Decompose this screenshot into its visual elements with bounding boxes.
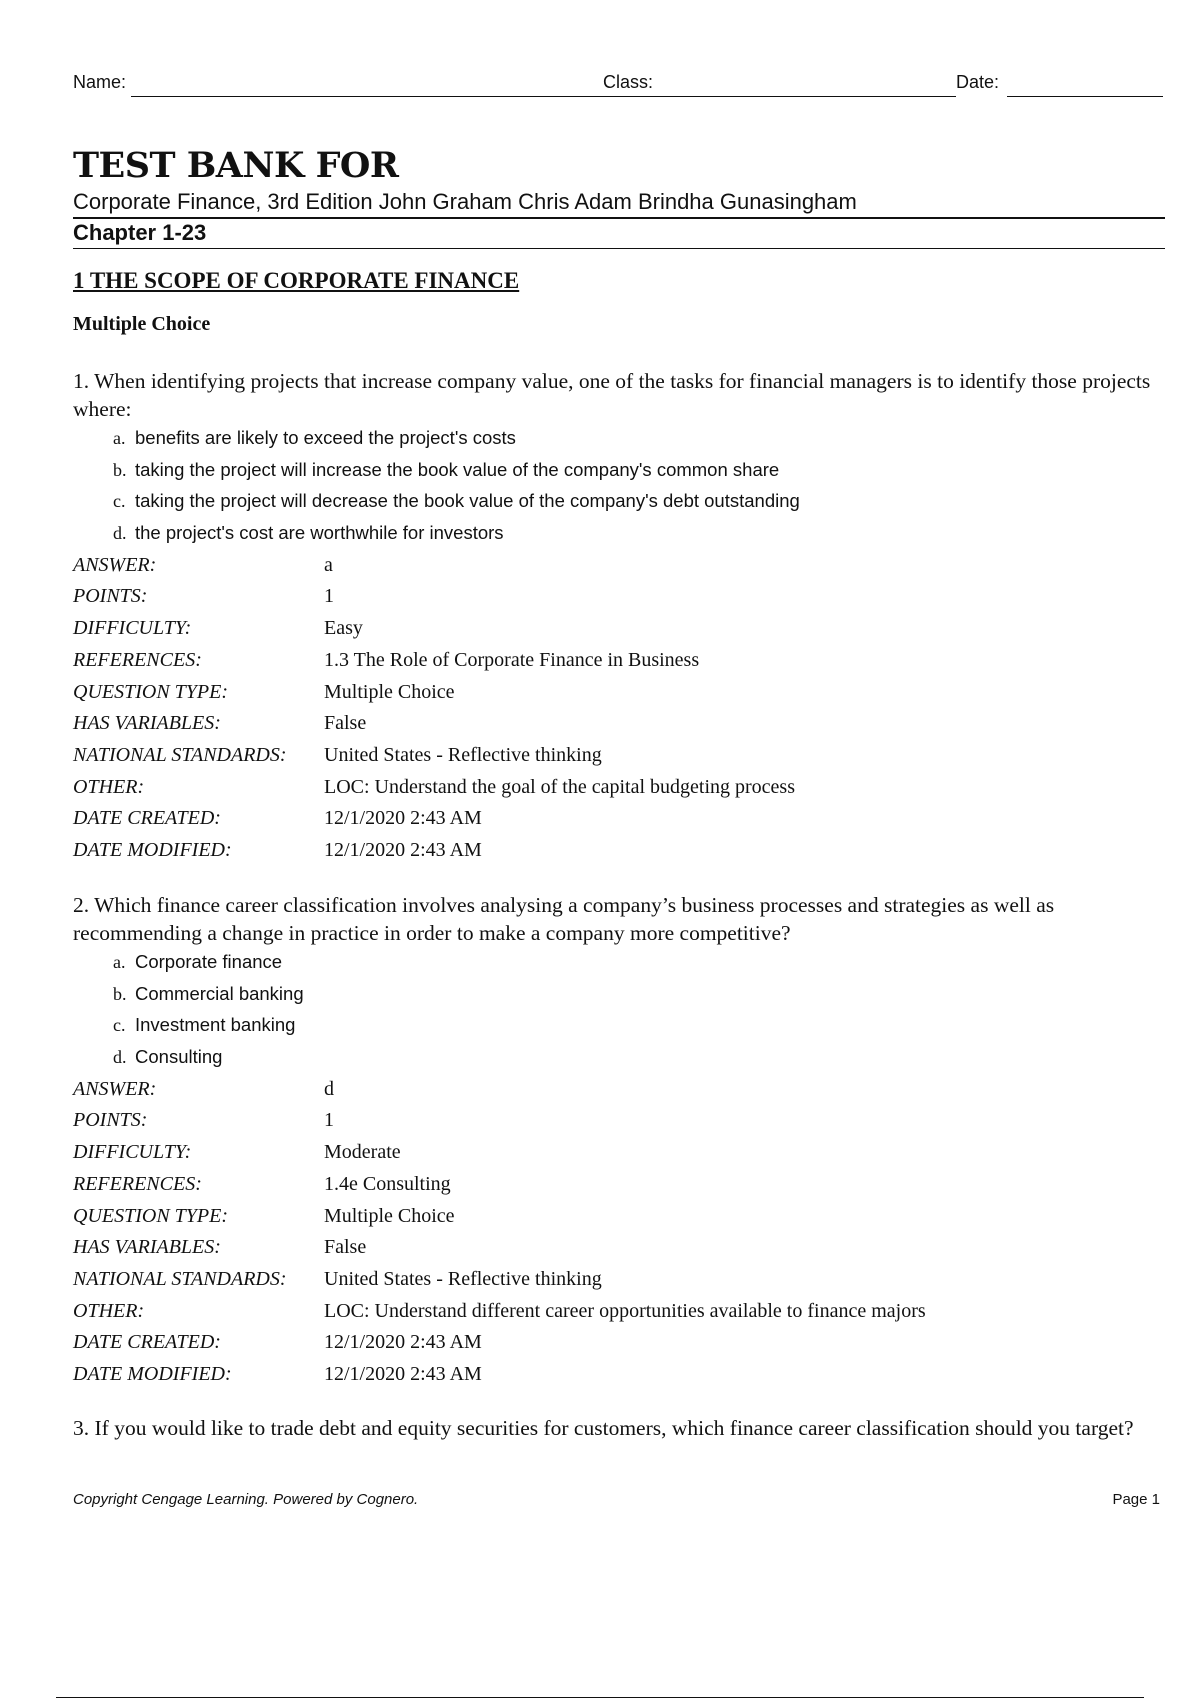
meta-label: DATE MODIFIED: <box>73 1362 232 1385</box>
meta-difficulty <box>73 613 1165 645</box>
option-text: benefits are likely to exceed the project's costs <box>135 427 516 448</box>
class-field-line[interactable] <box>661 96 956 97</box>
meta-label: REFERENCES: <box>73 648 202 671</box>
option-letter: b. <box>113 459 127 480</box>
meta-value: 1 <box>324 1109 334 1132</box>
meta-value: 1.4e Consulting <box>324 1172 451 1195</box>
meta-value: 12/1/2020 2:43 AM <box>324 807 482 830</box>
document-subtitle: Corporate Finance, 3rd Edition John Graham Chris Adam Brindha Gunasingham <box>73 189 857 214</box>
option-text: taking the project will increase the book value of the company's common share <box>135 458 780 480</box>
meta-national-standards <box>73 740 1165 772</box>
question-text: 3. If you would like to trade debt and equity securities for customers, which finance career classification should you target? <box>73 1416 1134 1440</box>
chapter-label: Chapter 1-23 <box>73 220 207 245</box>
question-text: 2. Which finance career classification involves analysing a company’s business processes and strategies as well as recommending a change in practice in order to make a company more competitive? <box>73 893 1055 945</box>
meta-date-created <box>73 803 1165 835</box>
meta-label: NATIONAL STANDARDS: <box>73 1267 287 1290</box>
meta-value: Multiple Choice <box>324 1204 455 1227</box>
meta-label: OTHER: <box>73 1299 145 1322</box>
section-subtitle: Multiple Choice <box>73 313 211 335</box>
meta-value: LOC: Understand different career opportunities available to finance majors <box>324 1299 926 1322</box>
option-letter: c. <box>113 491 126 512</box>
page-number: Page 1 <box>1112 1491 1160 1508</box>
meta-label: REFERENCES: <box>73 1172 202 1195</box>
class-label: Class: <box>603 72 654 92</box>
meta-question-type <box>73 677 1165 709</box>
option-d <box>113 1042 1165 1074</box>
option-letter: a. <box>113 952 126 972</box>
question-metadata <box>73 1074 1165 1391</box>
option-letter: a. <box>113 428 126 448</box>
option-c <box>113 486 1165 518</box>
meta-label: DIFFICULTY: <box>73 1141 192 1164</box>
meta-label: HAS VARIABLES: <box>73 712 221 735</box>
option-d <box>113 518 1165 550</box>
option-text: Investment banking <box>135 1014 296 1036</box>
meta-value: False <box>324 1236 367 1259</box>
meta-label: DATE MODIFIED: <box>73 838 232 861</box>
meta-references <box>73 1169 1165 1201</box>
document-title: TEST BANK FOR <box>73 145 399 186</box>
answer-options <box>73 947 1165 1074</box>
option-c <box>113 1010 1165 1042</box>
meta-value: 12/1/2020 2:43 AM <box>324 838 482 861</box>
page-bottom-rule <box>56 1697 1144 1698</box>
meta-difficulty <box>73 1137 1165 1169</box>
meta-date-modified <box>73 835 1165 867</box>
meta-points <box>73 1105 1165 1137</box>
option-letter: d. <box>113 523 127 544</box>
option-text: the project's cost are worthwhile for investors <box>135 522 504 544</box>
meta-question-type <box>73 1201 1165 1233</box>
section-title: 1 THE SCOPE OF CORPORATE FINANCE <box>73 268 520 293</box>
meta-value: 12/1/2020 2:43 AM <box>324 1331 482 1354</box>
meta-value: United States - Reflective thinking <box>324 743 602 766</box>
option-text: Consulting <box>135 1046 223 1068</box>
question-text: 1. When identifying projects that increase company value, one of the tasks for financial managers is to identify those projects where: <box>73 369 1151 421</box>
meta-value: d <box>324 1077 334 1100</box>
meta-label: OTHER: <box>73 775 145 798</box>
option-letter: c. <box>113 1015 126 1036</box>
student-info-header <box>73 72 1163 102</box>
meta-label: NATIONAL STANDARDS: <box>73 743 287 766</box>
name-label: Name: <box>73 72 127 92</box>
meta-date-created <box>73 1327 1165 1359</box>
meta-label: ANSWER: <box>73 1077 157 1100</box>
meta-value: LOC: Understand the goal of the capital budgeting process <box>324 775 795 798</box>
meta-value: 12/1/2020 2:43 AM <box>324 1362 482 1385</box>
question-3 <box>73 1414 1165 1442</box>
meta-label: HAS VARIABLES: <box>73 1236 221 1259</box>
meta-other <box>73 772 1165 804</box>
meta-value: United States - Reflective thinking <box>324 1267 602 1290</box>
meta-label: QUESTION TYPE: <box>73 1204 229 1227</box>
meta-other <box>73 1296 1165 1328</box>
option-b <box>113 979 1165 1011</box>
meta-label: QUESTION TYPE: <box>73 680 229 703</box>
answer-options <box>73 423 1165 550</box>
name-field-line[interactable] <box>131 96 671 97</box>
date-label: Date: <box>956 72 1000 92</box>
meta-label: ANSWER: <box>73 553 157 576</box>
meta-label: DIFFICULTY: <box>73 617 192 640</box>
option-a <box>113 423 1165 455</box>
option-b <box>113 455 1165 487</box>
option-text: taking the project will decrease the book value of the company's debt outstanding <box>135 490 800 512</box>
date-field-line[interactable] <box>1007 96 1163 97</box>
meta-value: Moderate <box>324 1141 401 1164</box>
copyright-notice: Copyright Cengage Learning. Powered by Cognero. <box>73 1491 419 1508</box>
meta-points <box>73 581 1165 613</box>
meta-value: Multiple Choice <box>324 680 455 703</box>
meta-label: DATE CREATED: <box>73 807 221 830</box>
meta-national-standards <box>73 1264 1165 1296</box>
option-letter: b. <box>113 983 127 1004</box>
meta-references <box>73 645 1165 677</box>
meta-value: False <box>324 712 367 735</box>
meta-value: 1 <box>324 585 334 608</box>
question-metadata <box>73 550 1165 867</box>
option-text: Corporate finance <box>135 951 283 972</box>
meta-label: POINTS: <box>73 585 148 608</box>
meta-answer <box>73 1074 1165 1106</box>
meta-value: a <box>324 553 333 576</box>
title-divider <box>73 217 1165 219</box>
option-letter: d. <box>113 1047 127 1068</box>
meta-label: DATE CREATED: <box>73 1331 221 1354</box>
meta-answer <box>73 550 1165 582</box>
chapter-divider <box>73 248 1165 249</box>
meta-date-modified <box>73 1359 1165 1391</box>
question-1 <box>73 367 1165 867</box>
meta-value: Easy <box>324 617 363 640</box>
option-a <box>113 947 1165 979</box>
option-text: Commercial banking <box>135 982 304 1004</box>
meta-value: 1.3 The Role of Corporate Finance in Business <box>324 648 700 671</box>
question-2 <box>73 891 1165 1391</box>
meta-label: POINTS: <box>73 1109 148 1132</box>
meta-has-variables <box>73 1232 1165 1264</box>
meta-has-variables <box>73 708 1165 740</box>
